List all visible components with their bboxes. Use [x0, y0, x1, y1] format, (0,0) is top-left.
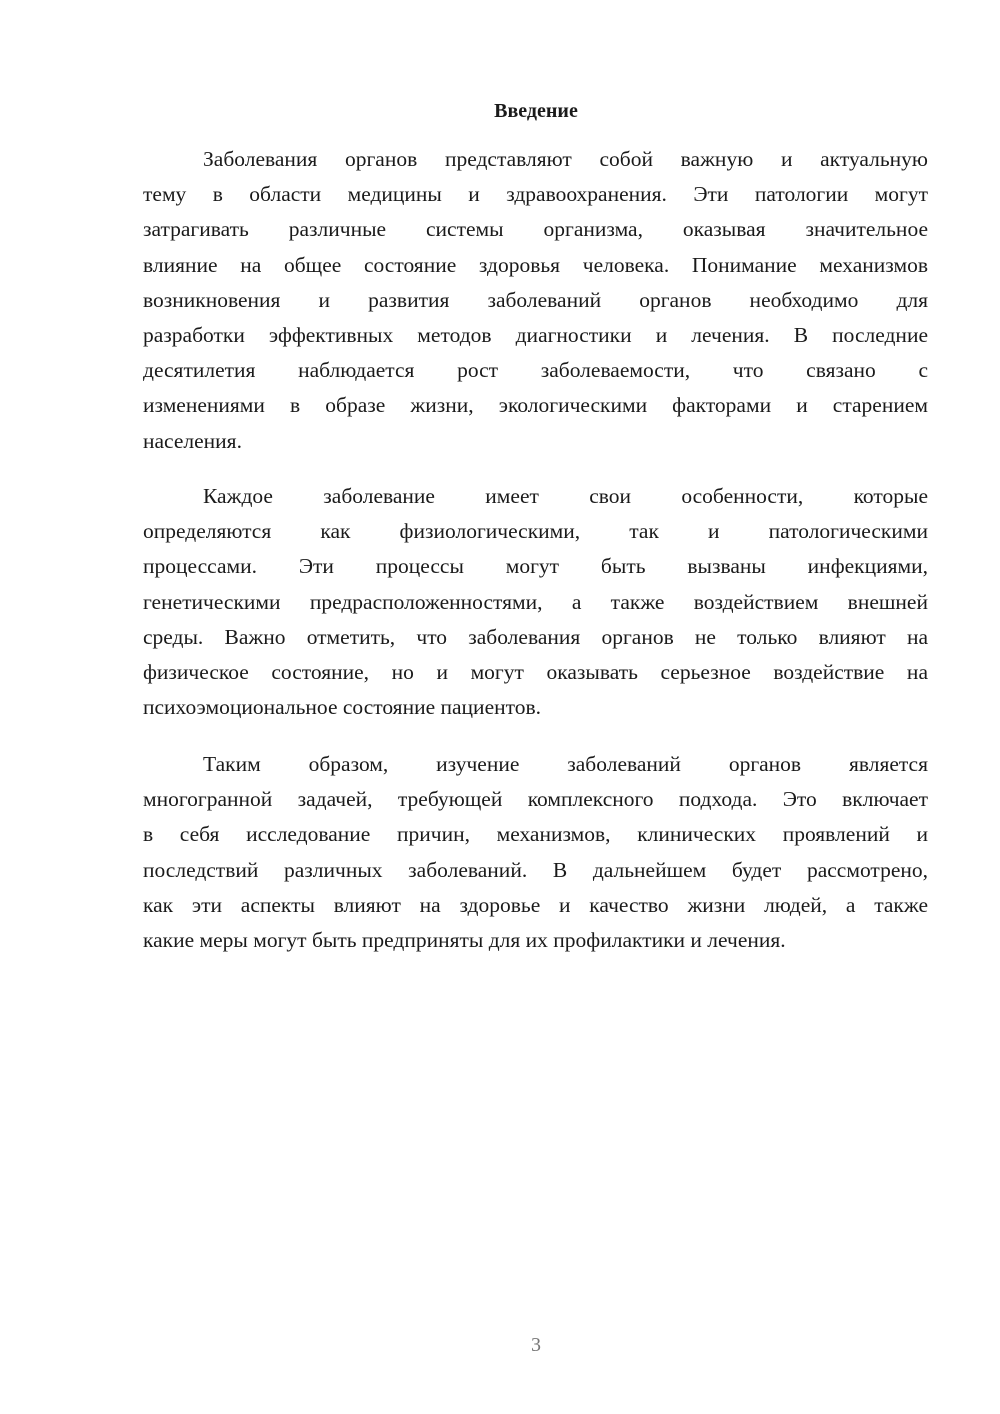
text-line: населения. — [143, 428, 242, 453]
text-line: изменениями в образе жизни, экологическими факторами и старением — [143, 393, 928, 418]
text-line: как эти аспекты влияют на здоровье и качество жизни людей, а также — [143, 892, 928, 917]
text-line: последствий различных заболеваний. В дальнейшем будет рассмотрено, — [143, 857, 928, 882]
paragraph — [143, 747, 928, 958]
section-heading: Введение — [494, 100, 578, 122]
text-line: тему в области медицины и здравоохранения. Эти патологии могут — [143, 182, 928, 207]
text-line: какие меры могут быть предприняты для их профилактики и лечения. — [143, 927, 786, 952]
text-line: возникновения и развития заболеваний органов необходимо для — [143, 287, 928, 312]
paragraph — [143, 142, 928, 459]
text-line: десятилетия наблюдается рост заболеваемости, что связано с — [143, 358, 928, 383]
text-line: определяются как физиологическими, так и патологическими — [143, 519, 928, 544]
text-line: Заболевания органов представляют собой важную и актуальную — [203, 147, 928, 171]
text-line: разработки эффективных методов диагностики и лечения. В последние — [143, 322, 928, 347]
text-line: генетическими предрасположенностями, а также воздействием внешней — [143, 589, 928, 614]
text-line: в себя исследование причин, механизмов, клинических проявлений и — [143, 822, 928, 847]
text-line: среды. Важно отметить, что заболевания органов не только влияют на — [143, 624, 928, 649]
text-line: Таким образом, изучение заболеваний органов является — [203, 752, 928, 776]
text-line: многогранной задачей, требующей комплексного подхода. Это включает — [143, 787, 928, 812]
page-number: 3 — [531, 1334, 541, 1356]
paragraph — [143, 479, 928, 725]
text-line: влияние на общее состояние здоровья человека. Понимание механизмов — [143, 252, 928, 277]
text-line: физическое состояние, но и могут оказывать серьезное воздействие на — [143, 659, 928, 684]
text-line: Каждое заболевание имеет свои особенности, которые — [203, 484, 928, 508]
text-line: затрагивать различные системы организма, оказывая значительное — [143, 217, 928, 242]
text-line: психоэмоциональное состояние пациентов. — [143, 695, 542, 720]
text-line: процессами. Эти процессы могут быть вызваны инфекциями, — [143, 554, 928, 579]
